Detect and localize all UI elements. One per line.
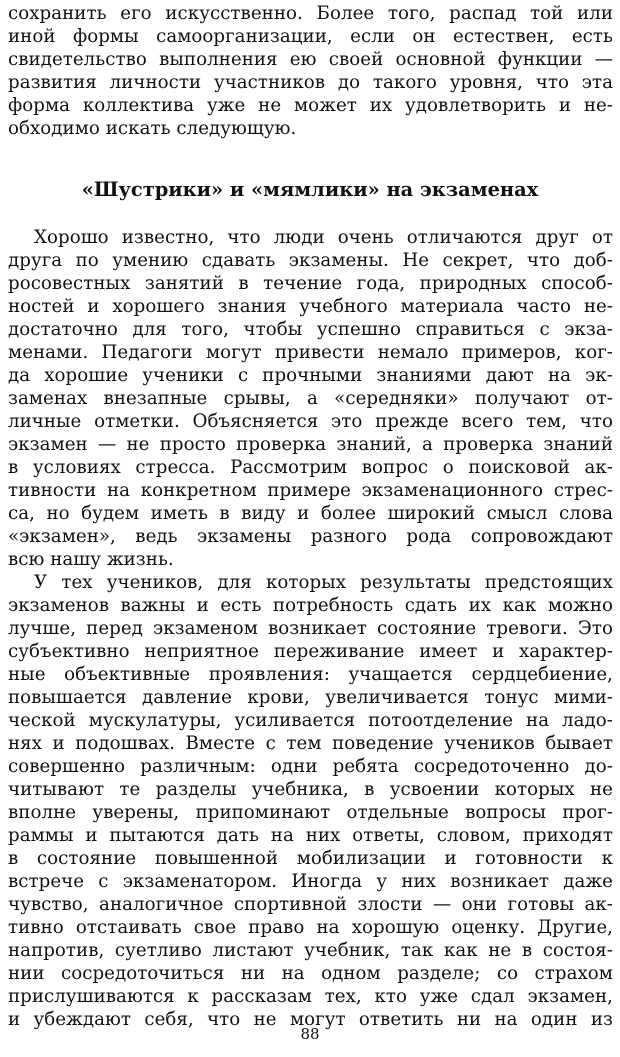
text-line: повышается давление крови, увеличивается тонус мими- (8, 687, 613, 708)
text-line: У тех учеников, для которых результаты предстоящих (34, 572, 613, 593)
text-line: обходимо искать следующую. (8, 118, 297, 139)
text-line: нях и подошвах. Вместе с тем поведение учеников бывает (8, 733, 613, 754)
text-line: росовестных занятий в течение года, природных способ- (8, 273, 613, 294)
text-line: встрече с экзаменатором. Иногда у них возникает даже (8, 871, 613, 892)
text-line: Хорошо известно, что люди очень отличаются друг от (34, 227, 613, 248)
text-line: ностей и хорошего знания учебного материала часто не- (8, 296, 613, 317)
paragraph-2 (8, 571, 613, 1031)
text-line: друга по умению сдавать экзамены. Не секрет, что доб- (8, 250, 613, 271)
page-number: 88 (300, 1025, 320, 1043)
text-line: и убеждают себя, что не могут ответить ни на один из (8, 1009, 613, 1030)
text-line: читывают те разделы учебника, в усвоении которых не (8, 779, 613, 800)
text-line: экзамен — не просто проверка знаний, а проверка знаний (8, 434, 613, 455)
text-line: форма коллектива уже не может их удовлетворить и не- (8, 95, 613, 116)
text-line: раммы и пытаются дать на них ответы, словом, приходят (8, 825, 613, 846)
text-line: достаточно для того, чтобы успешно справиться с экза- (8, 319, 613, 340)
text-line: тивности на конкретном примере экзаменационного стрес- (8, 480, 613, 501)
text-line: личные отметки. Объясняется это прежде всего тем, что (8, 411, 613, 432)
text-line: сохранить его искусственно. Более того, распад той или (8, 3, 613, 24)
text-line: «экзамен», ведь экзамены разного рода сопровождают (8, 526, 613, 547)
text-line: са, но будем иметь в виду и более широкий смысл слова (8, 503, 613, 524)
text-line: вполне уверены, припоминают отдельные вопросы прог- (8, 802, 613, 823)
text-line: развития личности участников до такого уровня, что эта (8, 72, 613, 93)
text-line: да хорошие ученики с прочными знаниями дают на эк- (8, 365, 613, 386)
text-line: прислушиваются к рассказам тех, кто уже сдал экзамен, (8, 986, 613, 1007)
text-line: напротив, суетливо листают учебник, так как не в состоя- (8, 940, 613, 961)
text-line: лучше, перед экзаменом возникает состояние тревоги. Это (8, 618, 613, 639)
text-line: ческой мускулатуры, усиливается потоотделение на ладо- (8, 710, 613, 731)
text-line: свидетельство выполнения ею своей основной функции — (8, 49, 613, 70)
text-line: экзаменов важны и есть потребность сдать их как можно (8, 595, 613, 616)
text-line: нии сосредоточиться ни на одном разделе; со страхом (8, 963, 613, 984)
text-line: в состояние повышенной мобилизации и готовности к (8, 848, 613, 869)
text-line: всю нашу жизнь. (8, 549, 174, 570)
top-paragraph (8, 2, 613, 140)
text-line: менами. Педагоги могут привести немало примеров, ког- (8, 342, 613, 363)
text-line: субъективно неприятное переживание имеет и характер- (8, 641, 613, 662)
paragraph-1 (8, 226, 613, 571)
text-line: тивно отстаивать свое право на хорошую оценку. Другие, (8, 917, 613, 938)
section-title: «Шустрики» и «мямлики» на экзаменах (81, 178, 539, 201)
text-line: чувство, аналогичное спортивной злости — они готовы ак- (8, 894, 613, 915)
text-line: в условиях стресса. Рассмотрим вопрос о поисковой ак- (8, 457, 613, 478)
text-line: иной формы самоорганизации, если он естествен, есть (8, 26, 613, 47)
text-line: совершенно различным: одни ребята сосредоточенно до- (8, 756, 613, 777)
text-line: ные объективные проявления: учащается сердцебиение, (8, 664, 613, 685)
text-line: заменах внезапные срывы, а «середняки» получают от- (8, 388, 613, 409)
